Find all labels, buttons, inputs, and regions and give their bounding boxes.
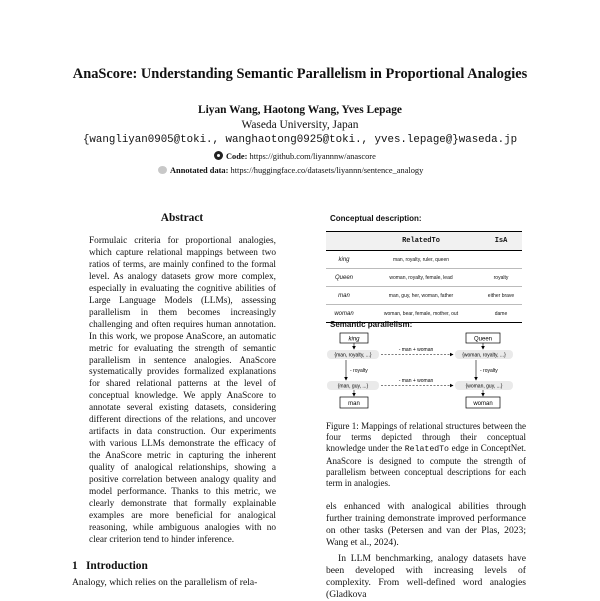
section-heading-introduction xyxy=(72,560,148,572)
code-url[interactable]: https://github.com/liyannnw/anascore xyxy=(249,152,376,161)
abstract-text: Formulaic criteria for proportional analogies, which capture relational mappings between two ratios of terms, are mainly confined to the formal level. As analogy datasets grow more complex, especially in evaluating the cognitive abilities of Large Language Models (LLMs), assessing parallelism in them becomes increasingly challenging and often requires human annotation. In this work, we propose AnaScore, an automatic metric for evaluating the strength of semantic parallelism in sentence analogies. AnaScore systematically provides formalized explanations for shared relational patterns at the level of conceptual knowledge. We apply AnaScore to annotate several existing datasets, considering different directions of the relations, and uncover artifacts in data construction. Our experiments with various LLMs demonstrate the efficacy of the AnaScore metric in capturing the inherent quality of analogical relationships, showing a positive correlation between analogy quality and model performance. Thanks to this metric, we clearly demonstrate that formally explainable examples are more beneficial for analogical reasoning, while ambiguous analogies with no clear criterion tend to hinder inference. xyxy=(89,236,276,545)
row-isa xyxy=(480,251,522,269)
parallelism-diagram xyxy=(326,330,526,412)
author-emails: {wangliyan0905@toki., wanghaotong0925@toki., yves.lepage@}waseda.jp xyxy=(82,134,518,146)
conceptual-description-label: Conceptual description: xyxy=(330,214,422,223)
man-concept-set-text: {man, guy, ...} xyxy=(337,383,369,390)
man-word: man xyxy=(348,401,360,407)
woman-word: woman xyxy=(473,401,493,407)
left-relation-label: - royalty xyxy=(350,368,368,374)
woman-concept-set-text: {woman, guy, ...} xyxy=(465,383,503,390)
concept-table-header-isa: IsA xyxy=(480,232,522,251)
abstract-heading: Abstract xyxy=(160,212,204,224)
figure-caption xyxy=(326,421,526,489)
code-link-line xyxy=(214,151,376,161)
concept-table-header-relatedto: RelatedTo xyxy=(362,232,480,251)
caption-code-term: RelatedTo xyxy=(404,445,449,455)
github-icon xyxy=(214,151,223,160)
table-row xyxy=(326,287,522,305)
section-number: 1 xyxy=(72,560,78,572)
queen-word: Queen xyxy=(473,336,493,343)
row-term: king xyxy=(326,251,362,269)
table-row xyxy=(326,269,522,287)
concept-table xyxy=(326,231,522,323)
data-link-line xyxy=(158,166,423,175)
bottom-relation-label: - man + woman xyxy=(398,378,434,384)
row-relatedto: woman, bear, female, mother, out xyxy=(362,305,480,323)
authors: Liyan Wang, Haotong Wang, Yves Lepage xyxy=(198,104,402,116)
intro-text: Analogy, which relies on the parallelism of rela- xyxy=(72,577,258,588)
caption-part-1: Figure 1: Mappings of relational structures between the four terms depicted through their conceptual knowledge under the xyxy=(326,421,526,454)
huggingface-icon xyxy=(158,166,167,174)
row-term: Queen xyxy=(326,269,362,287)
queen-concept-set-text: {woman, royalty, ...} xyxy=(462,352,506,359)
row-isa: royalty xyxy=(480,269,522,287)
row-relatedto: woman, royalty, female, lead xyxy=(362,269,480,287)
table-row xyxy=(326,251,522,269)
semantic-parallelism-label: Semantic parallelism: xyxy=(330,320,413,329)
king-concept-set-text: {man, royalty, ...} xyxy=(334,352,372,359)
concept-table-header-term xyxy=(326,232,362,251)
row-relatedto: man, guy, her, woman, father xyxy=(362,287,480,305)
paper-title: AnaScore: Understanding Semantic Parallelism in Proportional Analogies xyxy=(72,66,528,82)
row-isa: either brave xyxy=(480,287,522,305)
data-label: Annotated data: xyxy=(170,166,229,175)
row-term: man xyxy=(326,287,362,305)
top-relation-label: - man + woman xyxy=(398,347,434,353)
affiliation: Waseda University, Japan xyxy=(241,119,359,131)
king-word: king xyxy=(348,336,360,343)
row-isa: dame xyxy=(480,305,522,323)
code-label: Code: xyxy=(226,152,248,161)
section-title: Introduction xyxy=(86,560,148,572)
row-term: woman xyxy=(326,305,362,323)
data-url[interactable]: https://huggingface.co/datasets/liyannn/sentence_analogy xyxy=(230,166,424,175)
right-paragraph-2: In LLM benchmarking, analogy datasets have been developed with increasing levels of complexity. From well-defined word analogies (Gladkova xyxy=(326,553,526,600)
right-paragraph-1: els enhanced with analogical abilities through further training demonstrate improved performance on other tasks (Petersen and van der Plas, 2023; Wang et al., 2024). xyxy=(326,501,526,548)
right-relation-label: - royalty xyxy=(480,368,498,374)
concept-table-header xyxy=(326,232,522,251)
caption-part-2: edge in ConceptNet. AnaScore is designed to compute the strength of parallelism between conceptual descriptions for each term in analogies. xyxy=(326,443,526,489)
row-relatedto: man, royalty, ruler, queen xyxy=(362,251,480,269)
